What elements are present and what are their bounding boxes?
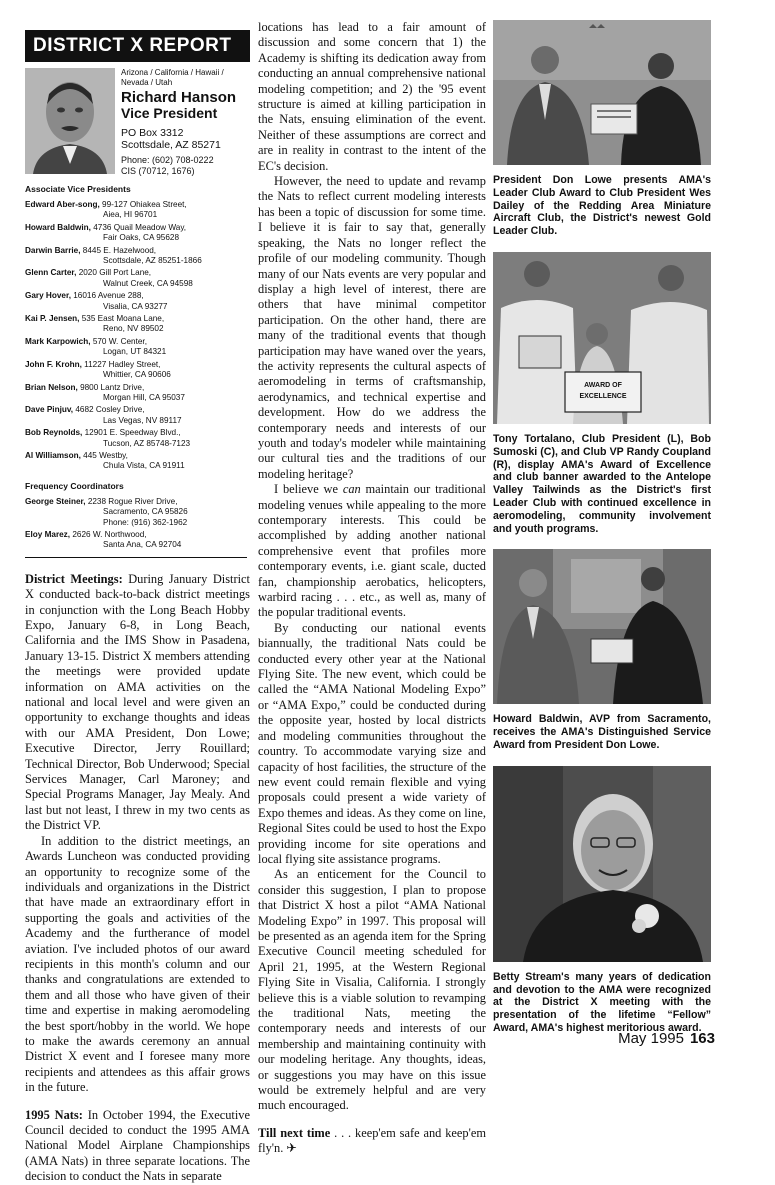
paragraph: By conducting our national events biannually, the traditional Nats could be conducted every other year at the National Flying Site. The new event, which could be called the “AMA National Modeling Expo” or “AMA Expo,” could be conducted during the opposite year, hosted by local districts and modeling communities throughout the country. To accommodate varying size and capacity of host facilities, the structure of the new event could remain flexible and vying proposals could present a wide variety of Expo themes and ideas. As they come on line, Regional Sites could be used to host the Expo providing income for site operations and local flying site assistance programs. [258, 620, 486, 866]
photo-caption: President Don Lowe presents AMA's Leader Club Award to Club President Wes Dailey of the Redding Area Miniature Aircraft Club, the District's newest Gold Leader Club. [493, 174, 711, 238]
paragraph: However, the need to update and revamp the Nats to reflect current modeling interests has been a topic of discussion for some time. I believe it is fair to say that, generally speaking, the Nats no longer reflect the profile of our modeling community. Though many of our Nats events are very popular and display a high level of interest, there are others that have minimal competitor participation. On the other hand, there are many of the traditional events that though participation may have waned over the years, the activity represents the cultural aspects of aeromodeling in terms of craftsmanship, aerodynamics, and technical expertise and development. How do we address the contemporary needs and interests of our youth and today's modeler while maintaining our cultural ties and the traditions of our modeling heritage? [258, 174, 486, 481]
list-item: Dave Pinjuv, 4682 Cosley Drive, Las Vegas, NV 89117 [25, 405, 182, 425]
list-item: Edward Aber-song, 99-127 Ohiakea Street, Aiea, HI 96701 [25, 200, 187, 220]
list-item: Kai P. Jensen, 535 East Moana Lane, Reno, NV 89502 [25, 314, 165, 334]
list-item: Eloy Marez, 2626 W. Northwood, Santa Ana, CA 92704 [25, 529, 182, 550]
section-banner: DISTRICT X REPORT [25, 30, 250, 62]
section-divider [25, 557, 247, 558]
list-item: John F. Krohn, 11227 Hadley Street, Whittier, CA 90606 [25, 359, 171, 380]
vp-name: Richard Hanson [121, 89, 237, 106]
vp-header [25, 68, 250, 178]
district-states: Arizona / California / Hawaii / Nevada / Utah [121, 68, 224, 87]
photo-leader-club-award [493, 20, 711, 165]
photo-award-of-excellence [493, 252, 711, 424]
column-left [25, 30, 250, 1185]
signoff: Till next time . . . keep'em safe and keep'em fly'n. ✈ [258, 1125, 486, 1156]
list-item: Glenn Carter, 2020 Gill Port Lane, Walnut Creek, CA 94598 [25, 268, 193, 288]
airplane-icon: ✈ [286, 1141, 297, 1156]
paragraph: 1995 Nats: In October 1994, the Executive Council decided to conduct the 1995 AMA National Model Airplane Championships (AMA Nats) in three separate locations. The decision to conduct the Nats in separate [25, 1107, 250, 1184]
vp-contact [121, 68, 251, 177]
list-item: Brian Nelson, 9800 Lantz Drive, Morgan Hill, CA 95037 [25, 382, 185, 402]
photo-caption: Betty Stream's many years of dedication and devotion to the AMA were recognized at the District X meeting with the presentation of the lifetime “Fellow” Award, AMA's highest meritorious award. [493, 970, 711, 1034]
photo-caption: Howard Baldwin, AVP from Sacramento, receives the AMA's Distinguished Service Award from President Don Lowe. [493, 713, 711, 751]
article-col2 [258, 20, 486, 1157]
paragraph: In addition to the district meetings, an Awards Luncheon was conducted providing an opportunity to recognize some of the individuals and organizations in the District that have made an extraordinary effort in supporting the goals and activities of the Academy and the furtherance of model aviation. I've included photos of our award recipients in this month's column and our thanks and congratulations are extended to them and all those who have given of their time and expertise in making aeromodeling the best sport/hobby in the world. We hope to make the awards ceremony an annual District X event and I foresee many more recipients and attendees as this affair grows in the future. [25, 833, 250, 1095]
list-item: Howard Baldwin, 4736 Quail Meadow Way, Fair Oaks, CA 95628 [25, 222, 187, 243]
article-col1 [25, 572, 250, 1185]
vp-cis: CIS (70712, 1676) [121, 166, 195, 176]
vp-phone: Phone: (602) 708-0222 [121, 155, 214, 165]
coordinators-title: Frequency Coordinators [25, 480, 124, 491]
list-item: Mark Karpowich, 570 W. Center, Logan, UT 84321 [25, 336, 167, 357]
associates-list [25, 200, 250, 472]
page-footer [618, 1030, 715, 1047]
paragraph: As an enticement for the Council to consider this suggestion, I plan to propose that District X host a pilot “AMA National Modeling Expo” in 1997. This proposal will be presented as an agenda item for the Spring Executive Council meeting scheduled for April 21, 1995, at the Western Regional Flying Site in Visalia, California. I strongly believe this is a viable solution to revamping the traditional Nats, meeting the contemporary needs and interests of our membership and maintaining continuity with our modeling heritage. Any thoughts, ideas, or suggestions you may have on this issue would be extremely helpful and are very much encouraged. [258, 867, 486, 1113]
vp-title: Vice President [121, 105, 218, 121]
paragraph: District Meetings: During January District X conducted back-to-back district meetings in conjunction with the Long Beach Hobby Expo, January 6-8, in Long Beach, California and the IMS Show in Pasadena, January 13-15. District X members attending the meetings were provided update information on AMA activities on the national and local level and were given an opportunity to exchange thoughts and ideas with our AMA President, Don Lowe; Executive Director, Jerry Rouillard; Technical Director, Bob Underwood; Special Services Manager, Carl Maroney; and Special Programs Manager, Jay Mealy. And last but not least, I threw in my two cents as the District VP. [25, 571, 250, 833]
associates-title: Associate Vice Presidents [25, 184, 131, 194]
paragraph: locations has lead to a fair amount of discussion and some concern that 1) the Academy is shifting its dedication away from conducting an annual comprehensive national modeling competition; and 2) the '95 event structure is aimed at killing participation in the Nats, ensuing elimination of the event. Neither of these assumptions are correct and are in reality in contrast to the intent of the EC's decision. [258, 20, 486, 173]
photo-distinguished-service [493, 549, 711, 704]
list-item: George Steiner, 2238 Rogue River Drive, Sacramento, CA 95826 Phone: (916) 362-1962 [25, 496, 188, 527]
coordinators-list [25, 497, 250, 551]
vp-address-line1: PO Box 3312 [121, 127, 184, 139]
list-item: Al Williamson, 445 Westby, Chula Vista, CA 91911 [25, 450, 185, 471]
photo-fellow-award [493, 766, 711, 962]
list-item: Bob Reynolds, 12901 E. Speedway Blvd., Tucson, AZ 85748-7123 [25, 428, 191, 448]
paragraph: I believe we can maintain our traditional modeling venues while appealing to the more contemporary interests. This could be accomplished by adding another national comprehensive event that profiles more contemporary events, i.e. giant scale, ducted fan, championship aerobatics, helicopters, warbird racing . . . etc., as well as, many of the popular traditional events. [258, 482, 486, 620]
photo-banner-line2: EXCELLENCE [579, 392, 627, 400]
photo-column [493, 20, 711, 1049]
page-number: 163 [689, 1030, 715, 1047]
vp-portrait [25, 68, 115, 174]
list-item: Darwin Barrie, 8445 E. Hazelwood, Scottsdale, AZ 85251-1866 [25, 245, 202, 266]
photo-banner-line1: AWARD OF [584, 381, 622, 389]
list-item: Gary Hover, 16016 Avenue 288, Visalia, CA 93277 [25, 291, 168, 311]
vp-address-line2: Scottsdale, AZ 85271 [121, 139, 221, 151]
issue-date: May 1995 [618, 1030, 684, 1047]
photo-caption: Tony Tortalano, Club President (L), Bob Sumoski (C), and Club VP Randy Coupland (R), display AMA's Award of Excellence and club banner awarded to the Antelope Valley Tailwinds as the District's first Leader Club with continued excellence in aeromodeling, community involvement and youth programs. [493, 432, 711, 535]
